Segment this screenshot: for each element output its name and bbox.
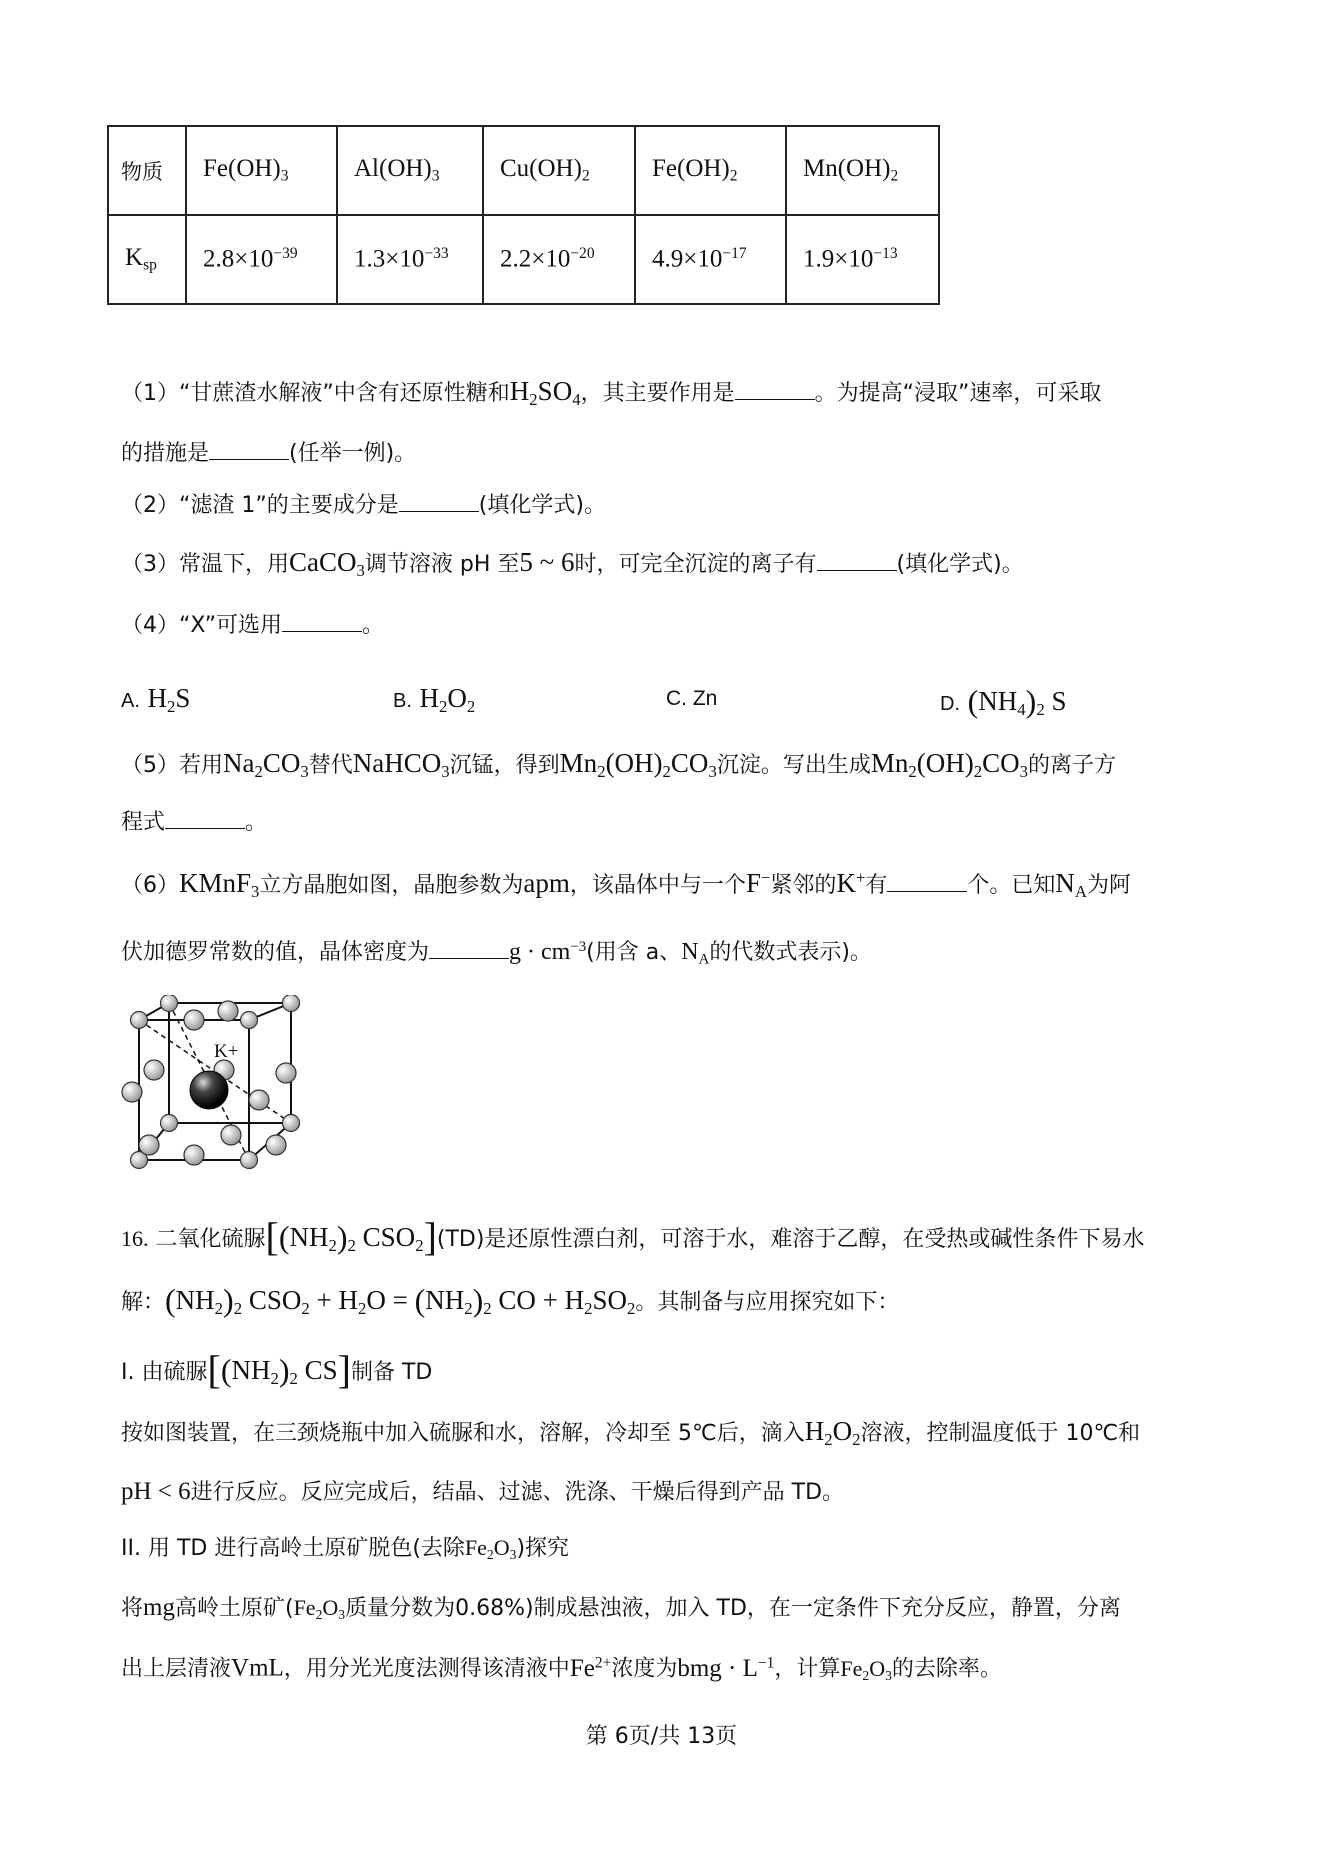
text: 。 xyxy=(245,810,268,835)
text: 沉锰，得到 xyxy=(449,753,560,778)
formula: KMnF$_3$ xyxy=(179,868,260,902)
question-3 xyxy=(121,549,1024,580)
text: 常温下，用 xyxy=(179,552,290,577)
paragraph-1-line-1 xyxy=(121,1418,1140,1449)
formula: $(NH_4)_2$ S xyxy=(967,683,1067,720)
text: II. 用 TD 进行高岭土原矿脱色(去除 xyxy=(121,1536,465,1561)
text: 解： xyxy=(121,1290,166,1315)
question-6-line-2 xyxy=(121,940,872,968)
text: “滤渣 1”的主要成分是 xyxy=(179,493,399,518)
answer-blank[interactable] xyxy=(165,810,245,829)
crystal-cell-diagram xyxy=(121,995,306,1180)
answer-blank[interactable] xyxy=(735,381,815,400)
text: 进行反应。反应完成后，结晶、过滤、洗涤、干燥后得到产品 TD。 xyxy=(190,1480,845,1505)
section-1-title xyxy=(121,1347,433,1392)
question-1-line-1 xyxy=(121,378,1101,409)
text: 高岭土原矿( xyxy=(174,1596,294,1621)
text: 的代数式表示)。 xyxy=(709,940,872,966)
formula: [$(NH_2)_2$ $CSO_2$] xyxy=(265,1214,437,1259)
equation: $(NH_2)_2$ $CSO_2 + H_2O = (NH_2)_2$ CO + $H_2SO_2$ xyxy=(165,1282,636,1319)
formula: CaCO$_3$ xyxy=(289,547,365,581)
paragraph-1-line-2 xyxy=(121,1479,844,1504)
formula: $H_2O_2$ xyxy=(804,1416,861,1450)
formula: $N_A$ xyxy=(681,939,710,968)
text: 的措施是 xyxy=(121,441,210,466)
text: (TD)是还原性漂白剂，可溶于水，难溶于乙醇，在受热或碱性条件下易水 xyxy=(436,1227,1145,1252)
formula: F− xyxy=(745,868,771,899)
text: 。其制备与应用探究如下： xyxy=(635,1290,900,1315)
mass-value: mg xyxy=(143,1594,175,1621)
table-cell: $2.8\times 10^{-39}$ xyxy=(186,215,337,304)
ksp-table xyxy=(107,125,940,305)
formula: $Fe_2O_3$ xyxy=(293,1595,346,1623)
text: 若用 xyxy=(179,753,224,778)
option-letter: A. xyxy=(121,690,140,712)
question-number: 16. xyxy=(121,1226,149,1251)
answer-blank[interactable] xyxy=(817,552,897,571)
question-number: （2） xyxy=(121,493,179,518)
question-number: （5） xyxy=(121,753,179,778)
formula: $Fe_2O_3$ xyxy=(840,1655,892,1683)
formula: $Mn_2(OH)_2CO_3$ xyxy=(559,748,717,782)
text: 。 xyxy=(361,613,384,638)
question-4 xyxy=(121,613,384,637)
formula: K+ xyxy=(836,868,866,899)
k-ion-label: K+ xyxy=(214,1041,239,1062)
text: 为阿 xyxy=(1087,873,1132,899)
formula: pH < 6 xyxy=(121,1478,191,1505)
text: 的离子方 xyxy=(1027,753,1116,778)
text: 沉淀。写出生成 xyxy=(716,753,871,778)
option-letter: D. xyxy=(940,693,960,715)
question-2 xyxy=(121,493,606,517)
formula: NaHCO$_3$ xyxy=(352,748,450,782)
text: (任举一例)。 xyxy=(289,441,417,466)
table-cell: $1.3\times 10^{-33}$ xyxy=(337,215,483,304)
formula: bmg · $L^{-1}$ xyxy=(677,1654,775,1682)
text: 溶液，控制温度低于 10℃和 xyxy=(860,1421,1141,1446)
text: “甘蔗渣水解液”中含有还原性糖和 xyxy=(179,381,510,406)
answer-blank[interactable] xyxy=(399,493,479,512)
table-cell: 物质 xyxy=(108,126,186,215)
text: 调节溶液 pH 至 xyxy=(364,552,520,577)
text: 的去除率。 xyxy=(891,1656,1002,1682)
answer-blank[interactable] xyxy=(429,940,509,959)
text: 伏加德罗常数的值，晶体密度为 xyxy=(121,940,430,966)
formula: $Fe^{2+}$ xyxy=(569,1654,612,1682)
table-cell: $Al(OH)_3$ xyxy=(337,126,483,215)
question-number: （3） xyxy=(121,552,179,577)
table-cell: $K_{sp}$ xyxy=(108,215,186,304)
density-unit: $g \cdot cm^{-3}$ xyxy=(509,939,587,966)
answer-blank[interactable] xyxy=(282,613,362,632)
text: 替代 xyxy=(308,753,353,778)
section-2-title xyxy=(121,1537,569,1562)
text: 程式 xyxy=(121,810,166,835)
table-cell: $4.9\times 10^{-17}$ xyxy=(635,215,786,304)
option-b[interactable] xyxy=(393,683,475,717)
formula: $H_2O_2$ xyxy=(419,683,476,717)
text: 浓度为 xyxy=(611,1656,678,1682)
text: ，该晶体中与一个 xyxy=(569,873,746,899)
formula: $H_2SO_4$ xyxy=(509,376,581,410)
table-row xyxy=(108,215,939,304)
text: 有 xyxy=(865,873,888,899)
option-a[interactable] xyxy=(121,683,190,717)
formula: $N_A$ xyxy=(1055,868,1088,902)
table-header-row xyxy=(108,126,939,215)
text: 出上层清液 xyxy=(121,1656,232,1682)
answer-blank[interactable] xyxy=(887,873,967,892)
option-d[interactable] xyxy=(940,683,1066,720)
text: (用含 a、 xyxy=(586,940,682,966)
table-cell: $1.9\times 10^{-13}$ xyxy=(786,215,939,304)
paragraph-2-line-2 xyxy=(121,1655,1002,1682)
lattice-parameter: apm xyxy=(523,868,570,899)
answer-blank[interactable] xyxy=(209,441,289,460)
table-cell: $Fe(OH)_2$ xyxy=(635,126,786,215)
formula: 5 ~ 6 xyxy=(519,547,575,577)
text: )制成悬浊液，加入 TD，在一定条件下充分反应，静置，分离 xyxy=(524,1596,1121,1621)
text: I. 由硫脲 xyxy=(121,1360,208,1385)
question-16-line-1 xyxy=(121,1214,1145,1259)
text: 制备 TD xyxy=(350,1360,433,1385)
text: “X”可选用 xyxy=(179,613,282,638)
page-footer: 第 6页/共 13页 xyxy=(585,1724,738,1749)
text: 二氧化硫脲 xyxy=(155,1227,266,1252)
question-5-line-1 xyxy=(121,750,1116,781)
text: 。为提高“浸取”速率，可采取 xyxy=(814,381,1102,406)
table-cell: $2.2\times 10^{-20}$ xyxy=(483,215,635,304)
question-5-line-2 xyxy=(121,810,267,834)
text: 紧邻的 xyxy=(770,873,837,899)
text: 质量分数为0.68% xyxy=(345,1596,525,1621)
text: (填化学式)。 xyxy=(896,552,1024,577)
volume-value: VmL xyxy=(231,1654,284,1682)
question-number: （4） xyxy=(121,613,179,638)
option-c[interactable]: C. Zn xyxy=(666,687,718,710)
question-number: （1） xyxy=(121,381,179,406)
unit-text: g · cm xyxy=(509,939,571,966)
text: 时，可完全沉淀的离子有 xyxy=(574,552,817,577)
text: ，其主要作用是 xyxy=(580,381,735,406)
question-16-line-2 xyxy=(121,1284,899,1318)
table-cell: $Fe(OH)_3$ xyxy=(186,126,337,215)
formula: [$(NH_2)_2$ CS] xyxy=(207,1347,351,1392)
formula: $H_2S$ xyxy=(147,683,191,717)
text: 按如图装置，在三颈烧瓶中加入硫脲和水，溶解，冷却至 5℃后，滴入 xyxy=(121,1421,805,1446)
table-cell: $Cu(OH)_2$ xyxy=(483,126,635,215)
text: 立方晶胞如图，晶胞参数为 xyxy=(259,873,524,899)
question-1-line-2 xyxy=(121,441,416,465)
text: (填化学式)。 xyxy=(478,493,606,518)
text: 将 xyxy=(121,1596,144,1621)
formula: $Na_2CO_3$ xyxy=(223,748,309,782)
formula: $Mn_2(OH)_2CO_3$ xyxy=(870,748,1028,782)
question-number: （6） xyxy=(121,873,179,899)
paragraph-2-line-1 xyxy=(121,1595,1121,1622)
option-letter: B. xyxy=(393,690,412,712)
question-6-line-1 xyxy=(121,870,1131,901)
text: ，用分光光度法测得该清液中 xyxy=(283,1656,570,1682)
formula: $Fe_2O_3$ xyxy=(464,1535,517,1563)
text: 个。已知 xyxy=(967,873,1056,899)
text: )探究 xyxy=(516,1536,570,1561)
text: ，计算 xyxy=(774,1656,841,1682)
table-cell: $Mn(OH)_2$ xyxy=(786,126,939,215)
